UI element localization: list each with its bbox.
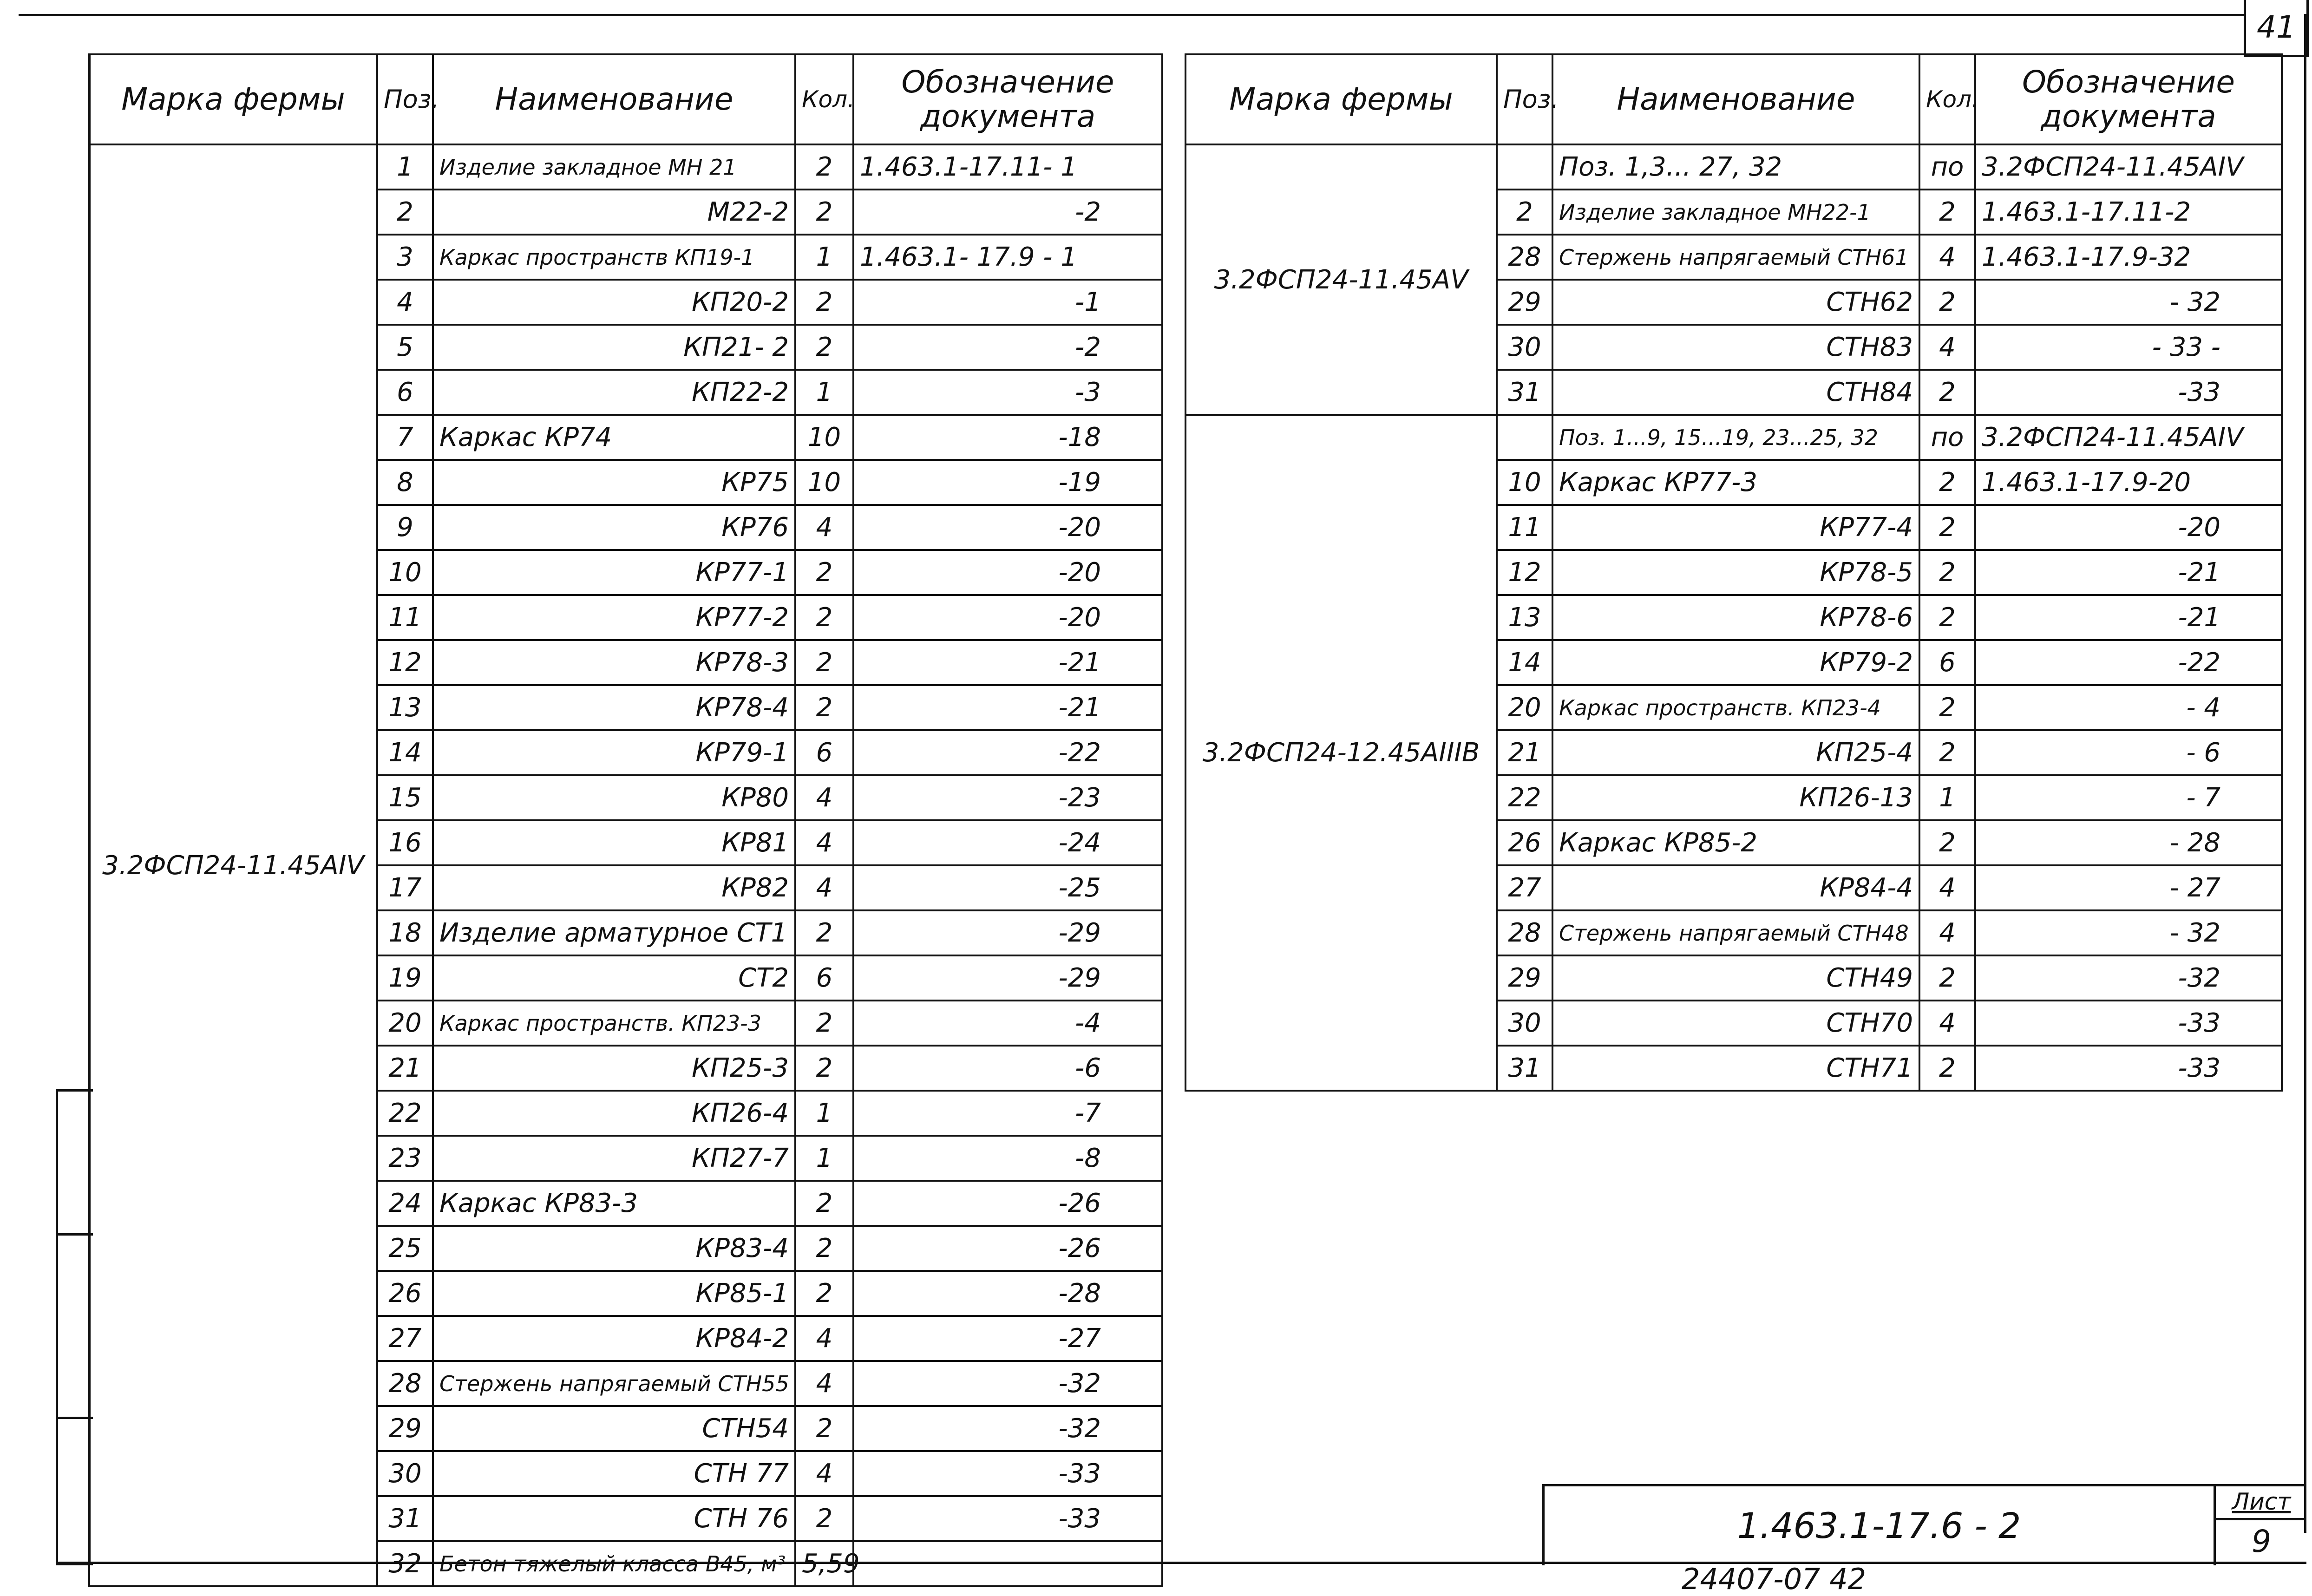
position-number: 30 <box>1497 325 1552 370</box>
item-quantity: 4 <box>795 1361 853 1406</box>
document-designation: 1.463.1-17.6 - 2 <box>1737 1505 2021 1546</box>
item-name: КП25-3 <box>433 1046 795 1091</box>
item-name: Изделие закладное МН 21 <box>433 144 795 190</box>
item-quantity: 10 <box>795 415 853 460</box>
document-reference: -33 <box>1975 1046 2282 1091</box>
item-quantity: 1 <box>795 1136 853 1181</box>
position-number: 12 <box>377 640 433 685</box>
page-number: 41 <box>2257 9 2296 45</box>
item-quantity: 2 <box>1919 505 1975 550</box>
item-quantity: 4 <box>795 1451 853 1496</box>
item-quantity: 4 <box>795 775 853 820</box>
position-number: 31 <box>1497 1046 1552 1091</box>
item-quantity: 2 <box>795 1181 853 1226</box>
document-reference: 3.2ФСП24-11.45АIV <box>1975 415 2282 460</box>
position-number: 14 <box>1497 640 1552 685</box>
item-name: КР75 <box>433 460 795 505</box>
item-name: Поз. 1...9, 15...19, 23...25, 32 <box>1552 415 1919 460</box>
item-quantity: 4 <box>1919 235 1975 280</box>
item-quantity: 4 <box>1919 325 1975 370</box>
document-reference: -33 <box>1975 370 2282 415</box>
item-name: КР79-1 <box>433 730 795 775</box>
item-name: КР82 <box>433 865 795 910</box>
document-reference: -28 <box>853 1271 1162 1316</box>
item-quantity: 2 <box>1919 550 1975 595</box>
position-number: 3 <box>377 235 433 280</box>
sheet-number: 9 <box>2252 1524 2271 1559</box>
table-row <box>89 144 1162 190</box>
position-number: 5 <box>377 325 433 370</box>
right-header-row <box>1185 54 2282 144</box>
item-name: КР78-5 <box>1552 550 1919 595</box>
document-reference: -32 <box>853 1361 1162 1406</box>
document-reference: -18 <box>853 415 1162 460</box>
position-number: 17 <box>377 865 433 910</box>
item-name: КР78-6 <box>1552 595 1919 640</box>
top-border <box>19 14 2244 16</box>
position-number: 4 <box>377 280 433 325</box>
item-quantity: 2 <box>795 190 853 235</box>
position-number: 15 <box>377 775 433 820</box>
item-name: КР85-1 <box>433 1271 795 1316</box>
item-name: КР77-2 <box>433 595 795 640</box>
document-reference: -29 <box>853 910 1162 955</box>
position-number: 25 <box>377 1226 433 1271</box>
position-number: 7 <box>377 415 433 460</box>
right-border <box>2304 14 2306 1533</box>
position-number: 20 <box>377 1001 433 1046</box>
item-quantity: 4 <box>795 505 853 550</box>
position-number: 21 <box>1497 730 1552 775</box>
truss-mark: 3.2ФСП24-11.45АV <box>1185 144 1497 415</box>
item-quantity: 4 <box>1919 910 1975 955</box>
item-name: Каркас пространств. КП23-4 <box>1552 685 1919 730</box>
position-number: 16 <box>377 820 433 865</box>
title-block <box>1542 1484 2306 1565</box>
item-name: КР77-1 <box>433 550 795 595</box>
document-reference: - 32 <box>1975 910 2282 955</box>
archive-code: 24407-07 42 <box>1682 1562 1867 1596</box>
header-qty: Кол. <box>795 54 853 144</box>
position-number: 10 <box>377 550 433 595</box>
document-reference: 1.463.1-17.11- 1 <box>853 144 1162 190</box>
item-name: Каркас КР74 <box>433 415 795 460</box>
document-reference: 1.463.1-17.11-2 <box>1975 190 2282 235</box>
document-reference: -1 <box>853 280 1162 325</box>
item-name: СТН83 <box>1552 325 1919 370</box>
item-name: КП21- 2 <box>433 325 795 370</box>
right-table-body <box>1185 144 2282 1091</box>
sheet-divider <box>2214 1486 2216 1565</box>
document-reference: -2 <box>853 190 1162 235</box>
item-quantity: 2 <box>795 1406 853 1451</box>
item-quantity: 2 <box>795 1001 853 1046</box>
document-reference: -33 <box>1975 1001 2282 1046</box>
margin-box-1 <box>56 1089 93 1236</box>
position-number: 30 <box>377 1451 433 1496</box>
document-reference: -20 <box>1975 505 2282 550</box>
header-name: Наименование <box>433 54 795 144</box>
sheet-label: Лист <box>2232 1488 2291 1515</box>
right-spec-table <box>1185 53 2283 1092</box>
item-name: Бетон тяжелый класса В45, м³ <box>433 1541 795 1586</box>
document-reference: -25 <box>853 865 1162 910</box>
document-reference: - 33 - <box>1975 325 2282 370</box>
item-quantity: 2 <box>1919 280 1975 325</box>
item-quantity: 4 <box>795 865 853 910</box>
item-quantity: 2 <box>795 685 853 730</box>
position-number: 18 <box>377 910 433 955</box>
item-name: Изделие арматурное СТ1 <box>433 910 795 955</box>
document-reference: -7 <box>853 1091 1162 1136</box>
item-name: СТ2 <box>433 955 795 1001</box>
position-number <box>1497 415 1552 460</box>
item-quantity: 2 <box>795 1226 853 1271</box>
item-name: КР76 <box>433 505 795 550</box>
position-number: 8 <box>377 460 433 505</box>
document-reference: -2 <box>853 325 1162 370</box>
margin-box-2 <box>56 1231 93 1419</box>
item-quantity: 4 <box>1919 865 1975 910</box>
item-name: КР78-3 <box>433 640 795 685</box>
document-reference: - 32 <box>1975 280 2282 325</box>
document-reference: -23 <box>853 775 1162 820</box>
item-quantity: 1 <box>795 370 853 415</box>
margin-box-3 <box>56 1417 93 1565</box>
document-reference: -33 <box>853 1451 1162 1496</box>
document-reference: -19 <box>853 460 1162 505</box>
item-quantity: 2 <box>1919 1046 1975 1091</box>
item-quantity: 2 <box>1919 955 1975 1001</box>
position-number: 21 <box>377 1046 433 1091</box>
item-name: Изделие закладное МН22-1 <box>1552 190 1919 235</box>
document-reference: -8 <box>853 1136 1162 1181</box>
item-quantity: 2 <box>795 1046 853 1091</box>
header-doc: Обозначение документа <box>1975 54 2282 144</box>
header-name: Наименование <box>1552 54 1919 144</box>
item-name: СТН84 <box>1552 370 1919 415</box>
position-number: 13 <box>377 685 433 730</box>
document-reference: - 27 <box>1975 865 2282 910</box>
document-reference: -29 <box>853 955 1162 1001</box>
position-number: 31 <box>1497 370 1552 415</box>
document-reference: -20 <box>853 505 1162 550</box>
item-quantity: 2 <box>1919 370 1975 415</box>
item-name: Поз. 1,3... 27, 32 <box>1552 144 1919 190</box>
left-header-row <box>89 54 1162 144</box>
left-spec-table <box>88 53 1163 1587</box>
document-reference: -26 <box>853 1226 1162 1271</box>
item-name: Каркас КР83-3 <box>433 1181 795 1226</box>
header-qty: Кол. <box>1919 54 1975 144</box>
position-number: 28 <box>1497 235 1552 280</box>
item-name: СТН62 <box>1552 280 1919 325</box>
item-name: СТН 76 <box>433 1496 795 1541</box>
item-quantity: 2 <box>795 550 853 595</box>
position-number: 29 <box>377 1406 433 1451</box>
item-name: Каркас пространств. КП23-3 <box>433 1001 795 1046</box>
item-name: СТН71 <box>1552 1046 1919 1091</box>
document-reference: -21 <box>853 685 1162 730</box>
header-pos: Поз. <box>377 54 433 144</box>
position-number: 29 <box>1497 280 1552 325</box>
document-reference: -27 <box>853 1316 1162 1361</box>
document-reference: -24 <box>853 820 1162 865</box>
document-reference: - 4 <box>1975 685 2282 730</box>
document-reference: -3 <box>853 370 1162 415</box>
position-number: 10 <box>1497 460 1552 505</box>
document-reference: -21 <box>1975 550 2282 595</box>
item-quantity: 2 <box>795 325 853 370</box>
item-quantity: по <box>1919 415 1975 460</box>
position-number: 2 <box>377 190 433 235</box>
item-quantity: 2 <box>795 640 853 685</box>
item-name: КП26-4 <box>433 1091 795 1136</box>
position-number: 29 <box>1497 955 1552 1001</box>
document-reference: 3.2ФСП24-11.45АIV <box>1975 144 2282 190</box>
document-reference: -21 <box>1975 595 2282 640</box>
item-name: Стержень напрягаемый СТН61 <box>1552 235 1919 280</box>
item-quantity: 2 <box>795 1496 853 1541</box>
document-reference: -22 <box>853 730 1162 775</box>
item-quantity: 2 <box>1919 685 1975 730</box>
item-quantity: 6 <box>795 730 853 775</box>
item-name: КР77-4 <box>1552 505 1919 550</box>
header-doc: Обозначение документа <box>853 54 1162 144</box>
document-reference: -21 <box>853 640 1162 685</box>
item-quantity: 1 <box>795 235 853 280</box>
header-pos: Поз. <box>1497 54 1552 144</box>
item-name: КП22-2 <box>433 370 795 415</box>
document-reference: -32 <box>853 1406 1162 1451</box>
item-name: КР81 <box>433 820 795 865</box>
position-number: 23 <box>377 1136 433 1181</box>
table-row <box>1185 144 2282 190</box>
item-name: КП27-7 <box>433 1136 795 1181</box>
position-number: 26 <box>377 1271 433 1316</box>
truss-mark: 3.2ФСП24-11.45АIV <box>89 144 377 1586</box>
position-number: 24 <box>377 1181 433 1226</box>
position-number: 9 <box>377 505 433 550</box>
position-number <box>1497 144 1552 190</box>
item-quantity: 2 <box>1919 595 1975 640</box>
document-reference: 1.463.1-17.9-20 <box>1975 460 2282 505</box>
table-row <box>1185 415 2282 460</box>
item-name: КР83-4 <box>433 1226 795 1271</box>
document-reference: -20 <box>853 595 1162 640</box>
sheet-label-line <box>2214 1518 2306 1520</box>
item-quantity: 5,59 <box>795 1541 853 1586</box>
item-name: Каркас пространств КП19-1 <box>433 235 795 280</box>
document-reference: 1.463.1-17.9-32 <box>1975 235 2282 280</box>
document-reference: - 7 <box>1975 775 2282 820</box>
item-name: КП20-2 <box>433 280 795 325</box>
document-reference: 1.463.1- 17.9 - 1 <box>853 235 1162 280</box>
item-quantity: 6 <box>795 955 853 1001</box>
position-number: 1 <box>377 144 433 190</box>
item-quantity: 4 <box>795 1316 853 1361</box>
item-name: КР80 <box>433 775 795 820</box>
position-number: 6 <box>377 370 433 415</box>
document-reference: - 6 <box>1975 730 2282 775</box>
item-quantity: 2 <box>1919 460 1975 505</box>
item-name: СТН49 <box>1552 955 1919 1001</box>
item-quantity: 6 <box>1919 640 1975 685</box>
document-reference: -33 <box>853 1496 1162 1541</box>
document-reference <box>853 1541 1162 1586</box>
item-name: Каркас КР85-2 <box>1552 820 1919 865</box>
position-number: 27 <box>1497 865 1552 910</box>
position-number: 2 <box>1497 190 1552 235</box>
position-number: 30 <box>1497 1001 1552 1046</box>
document-reference: -32 <box>1975 955 2282 1001</box>
position-number: 22 <box>1497 775 1552 820</box>
item-quantity: 2 <box>795 1271 853 1316</box>
position-number: 11 <box>1497 505 1552 550</box>
item-name: СТН70 <box>1552 1001 1919 1046</box>
item-quantity: 2 <box>795 144 853 190</box>
item-quantity: 10 <box>795 460 853 505</box>
document-reference: -22 <box>1975 640 2282 685</box>
position-number: 28 <box>1497 910 1552 955</box>
document-reference: -20 <box>853 550 1162 595</box>
position-number: 19 <box>377 955 433 1001</box>
left-table-body <box>89 144 1162 1586</box>
header-mark: Марка фермы <box>89 54 377 144</box>
truss-mark: 3.2ФСП24-12.45АIIIВ <box>1185 415 1497 1091</box>
item-name: КП25-4 <box>1552 730 1919 775</box>
position-number: 26 <box>1497 820 1552 865</box>
page-number-box <box>2244 0 2309 57</box>
position-number: 12 <box>1497 550 1552 595</box>
item-name: КР84-4 <box>1552 865 1919 910</box>
item-quantity: 2 <box>1919 820 1975 865</box>
item-quantity: 4 <box>795 820 853 865</box>
item-quantity: 4 <box>1919 1001 1975 1046</box>
item-name: КП26-13 <box>1552 775 1919 820</box>
item-name: КР78-4 <box>433 685 795 730</box>
item-quantity: по <box>1919 144 1975 190</box>
header-mark: Марка фермы <box>1185 54 1497 144</box>
position-number: 14 <box>377 730 433 775</box>
item-name: КР84-2 <box>433 1316 795 1361</box>
item-quantity: 2 <box>1919 730 1975 775</box>
item-name: М22-2 <box>433 190 795 235</box>
document-reference: -26 <box>853 1181 1162 1226</box>
item-quantity: 2 <box>795 595 853 640</box>
document-reference: -4 <box>853 1001 1162 1046</box>
item-name: Каркас КР77-3 <box>1552 460 1919 505</box>
item-quantity: 2 <box>795 910 853 955</box>
item-quantity: 1 <box>795 1091 853 1136</box>
item-quantity: 1 <box>1919 775 1975 820</box>
item-name: Стержень напрягаемый СТН55 <box>433 1361 795 1406</box>
position-number: 13 <box>1497 595 1552 640</box>
position-number: 22 <box>377 1091 433 1136</box>
position-number: 32 <box>377 1541 433 1586</box>
item-quantity: 2 <box>1919 190 1975 235</box>
document-reference: -6 <box>853 1046 1162 1091</box>
item-name: КР79-2 <box>1552 640 1919 685</box>
position-number: 31 <box>377 1496 433 1541</box>
document-reference: - 28 <box>1975 820 2282 865</box>
item-name: СТН54 <box>433 1406 795 1451</box>
item-quantity: 2 <box>795 280 853 325</box>
position-number: 11 <box>377 595 433 640</box>
position-number: 27 <box>377 1316 433 1361</box>
item-name: Стержень напрягаемый СТН48 <box>1552 910 1919 955</box>
item-name: СТН 77 <box>433 1451 795 1496</box>
position-number: 28 <box>377 1361 433 1406</box>
position-number: 20 <box>1497 685 1552 730</box>
